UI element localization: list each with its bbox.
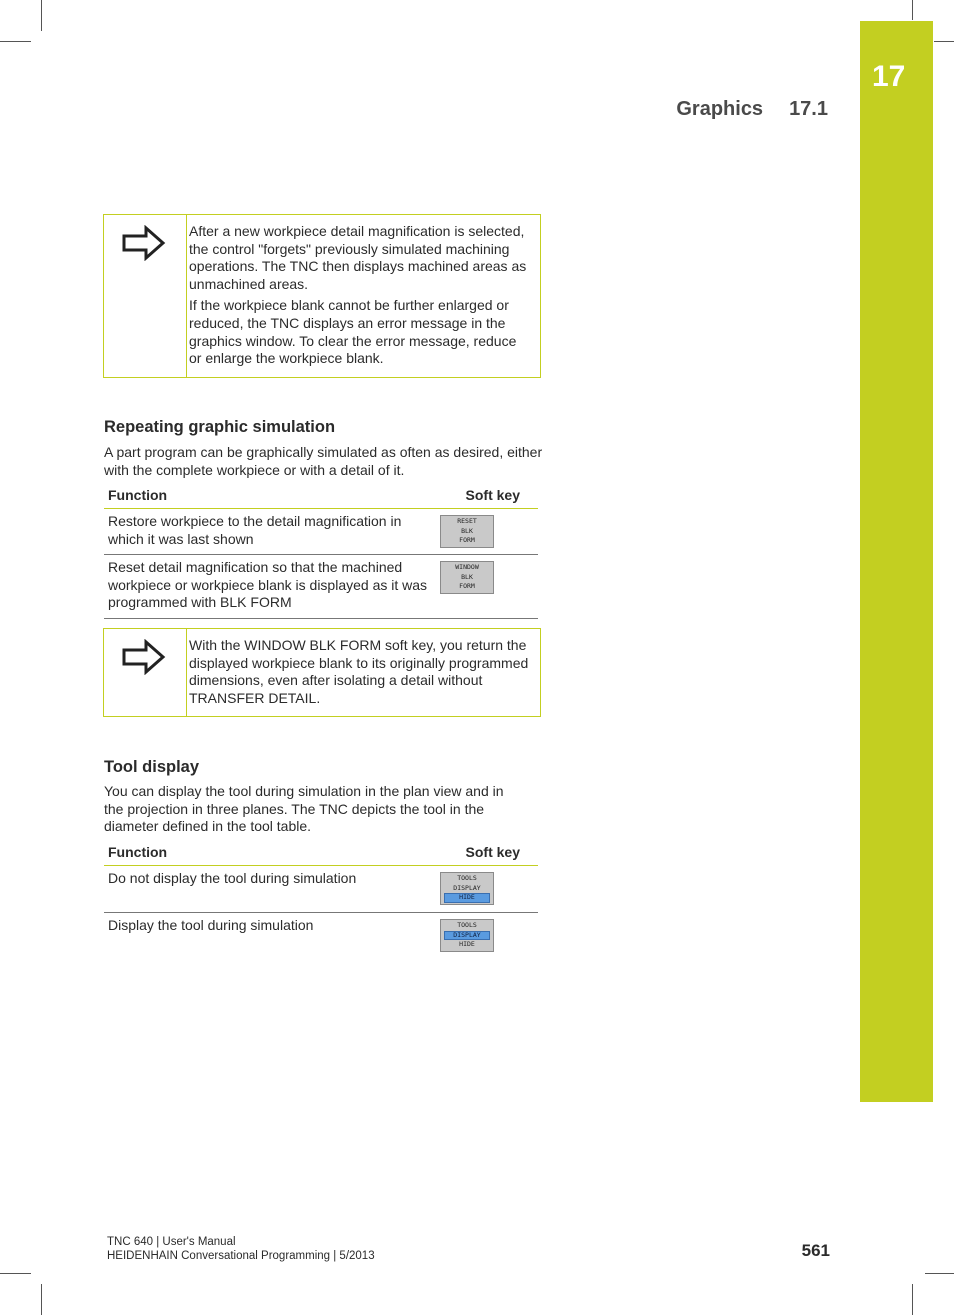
column-header-function: Function [104,486,436,509]
chapter-tab [860,21,933,1102]
table-row [104,913,538,960]
crop-mark [934,41,954,42]
softkey-label: HIDE [459,940,475,949]
softkey-label: TOOLS [457,874,477,883]
note-paragraph: With the WINDOW BLK FORM soft key, you return the displayed workpiece blank to its originally programmed dimensions, even after isolating a detail without TRANSFER DETAIL. [189,637,529,706]
table-row [104,509,538,555]
tools-display-hide-softkey[interactable] [440,872,494,905]
crop-mark [925,1273,954,1274]
crop-mark [0,1273,31,1274]
softkey-label: BLK [461,572,473,581]
section-heading: Tool display [104,758,200,776]
section-heading: Repeating graphic simulation [104,418,336,436]
softkey-label: TOOLS [457,921,477,930]
arrow-right-icon [122,639,166,675]
note-box [103,214,541,378]
note-paragraph: After a new workpiece detail magnification is selected, the control "forgets" previously simulated machining operations. The TNC then displays machined areas as unmachined areas. [189,223,527,292]
footer [107,1235,375,1263]
note-paragraph: If the workpiece blank cannot be further enlarged or reduced, the TNC displays an error message in the graphics window. To clear the error message, reduce or enlarge the workpiece blank. [189,297,517,367]
softkey-label: DISPLAY [453,883,481,892]
softkey-label: FORM [459,536,475,545]
softkey-label-active: DISPLAY [444,931,490,941]
chapter-number: 17 [872,60,906,93]
softkey-label: FORM [459,582,475,591]
table-row [104,555,538,619]
header-title: Graphics [676,98,764,120]
function-table [104,486,538,619]
reset-blk-form-softkey[interactable] [440,515,494,548]
crop-mark [912,1284,913,1315]
page-number: 561 [801,1241,830,1260]
note-body [186,629,532,716]
column-header-softkey: Soft key [436,843,538,866]
softkey-label: WINDOW [455,563,479,572]
crop-mark [41,1284,42,1315]
tools-display-show-softkey[interactable] [440,919,494,952]
running-header [600,98,828,121]
table-row [104,866,538,913]
column-header-function: Function [104,843,436,866]
softkey-label-active: HIDE [444,893,490,903]
header-section: 17.1 [789,98,828,120]
section-intro: A part program can be graphically simulated as often as desired, either with the complete workpiece or with a detail of it. [104,444,543,478]
footer-line: HEIDENHAIN Conversational Programming | 5/2013 [107,1250,375,1262]
column-header-softkey: Soft key [436,486,538,509]
arrow-right-icon [122,225,166,261]
section-intro: You can display the tool during simulation in the plan view and in the projection in three planes. The TNC depicts the tool in the diameter defined in the tool table. [104,783,504,835]
function-cell: Restore workpiece to the detail magnification in which it was last shown [104,509,436,555]
table-header-row [104,486,538,509]
window-blk-form-softkey[interactable] [440,561,494,594]
function-cell: Reset detail magnification so that the machined workpiece or workpiece blank is displayed as it was programmed with BLK FORM [104,555,436,619]
softkey-label: BLK [461,526,473,535]
function-cell: Do not display the tool during simulation [104,866,436,913]
function-cell: Display the tool during simulation [108,917,314,933]
table-header-row [104,843,538,866]
softkey-label: RESET [457,517,477,526]
crop-mark [0,41,31,42]
crop-mark [912,0,913,20]
note-box [103,628,541,717]
footer-line: TNC 640 | User's Manual [107,1236,236,1248]
function-table [104,843,538,959]
note-body [186,215,532,377]
crop-mark [41,0,42,31]
